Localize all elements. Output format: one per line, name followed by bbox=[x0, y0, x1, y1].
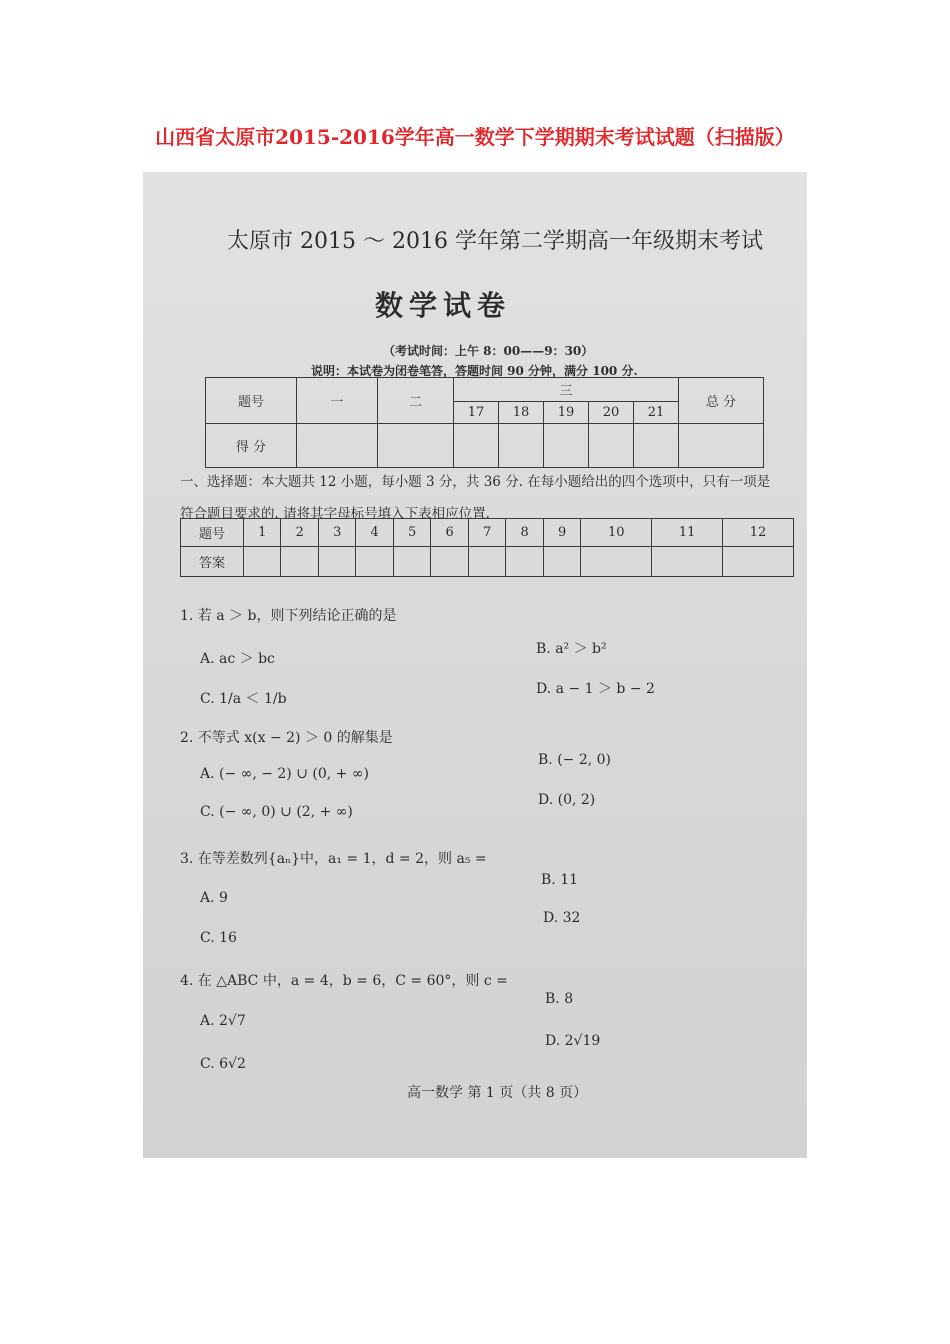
question-3-option-c: C. 16 bbox=[200, 930, 237, 946]
score-table bbox=[205, 377, 764, 468]
exam-time: （考试时间：上午 8：00——9：30） bbox=[383, 344, 594, 358]
answer-table-number: 1 bbox=[244, 519, 281, 547]
answer-table-number: 12 bbox=[723, 519, 794, 547]
section1-instructions: 一、选择题：本大题共 12 小题，每小题 3 分，共 36 分. 在每小题给出的四个选项中，只有一项是 bbox=[180, 474, 771, 490]
answer-table-number: 9 bbox=[543, 519, 580, 547]
answer-cell[interactable] bbox=[506, 547, 543, 577]
question-4-option-c: C. 6√2 bbox=[200, 1056, 246, 1072]
question-2-option-a: A. (− ∞, − 2) ∪ (0, + ∞) bbox=[200, 766, 369, 782]
score-table-subcol: 21 bbox=[634, 402, 679, 424]
answer-table-number: 2 bbox=[281, 519, 318, 547]
score-table-col-1: 一 bbox=[297, 378, 378, 424]
score-cell[interactable] bbox=[589, 424, 634, 468]
answer-table-number: 4 bbox=[356, 519, 393, 547]
score-row-label: 得 分 bbox=[206, 424, 297, 468]
exam-title: 太原市 2015 ～ 2016 学年第二学期高一年级期末考试 bbox=[227, 229, 763, 254]
document-title: 山西省太原市2015-2016学年高一数学下学期期末考试试题（扫描版） bbox=[155, 125, 795, 149]
score-cell[interactable] bbox=[544, 424, 589, 468]
score-cell[interactable] bbox=[499, 424, 544, 468]
question-4-stem: 4. 在 △ABC 中，a = 4，b = 6，C = 60°，则 c = bbox=[180, 973, 508, 989]
section1-instructions-cont: 符合题目要求的. 请将其字母标号填入下表相应位置. bbox=[180, 506, 490, 522]
score-table-total: 总 分 bbox=[679, 378, 764, 424]
question-1-option-b: B. a² ＞ b² bbox=[536, 641, 607, 657]
question-3-option-d: D. 32 bbox=[543, 910, 581, 926]
score-cell[interactable] bbox=[297, 424, 378, 468]
question-3-option-b: B. 11 bbox=[541, 872, 579, 888]
question-2-stem: 2. 不等式 x(x − 2) ＞ 0 的解集是 bbox=[180, 730, 393, 746]
score-cell[interactable] bbox=[634, 424, 679, 468]
exam-instructions: 说明：本试卷为闭卷笔答，答题时间 90 分钟，满分 100 分. bbox=[311, 364, 638, 378]
answer-cell[interactable] bbox=[393, 547, 430, 577]
scanned-exam-page bbox=[143, 172, 807, 1158]
score-cell[interactable] bbox=[454, 424, 499, 468]
question-3-stem: 3. 在等差数列{aₙ}中，a₁ = 1，d = 2，则 a₅ = bbox=[180, 851, 487, 867]
answer-table-number: 6 bbox=[431, 519, 468, 547]
score-cell[interactable] bbox=[679, 424, 764, 468]
score-table-subcol: 18 bbox=[499, 402, 544, 424]
answer-cell[interactable] bbox=[356, 547, 393, 577]
page-footer: 高一数学 第 1 页（共 8 页） bbox=[407, 1085, 588, 1101]
question-2-option-d: D. (0, 2) bbox=[538, 792, 596, 808]
score-table-col-2: 二 bbox=[378, 378, 454, 424]
answer-cell[interactable] bbox=[543, 547, 580, 577]
question-1-stem: 1. 若 a ＞ b，则下列结论正确的是 bbox=[180, 608, 397, 624]
question-4-option-a: A. 2√7 bbox=[200, 1013, 246, 1029]
answer-table-number: 11 bbox=[652, 519, 723, 547]
subject-title: 数学试卷 bbox=[375, 289, 512, 322]
answer-table-number: 8 bbox=[506, 519, 543, 547]
question-2-option-c: C. (− ∞, 0) ∪ (2, + ∞) bbox=[200, 804, 353, 820]
score-table-subcol: 17 bbox=[454, 402, 499, 424]
score-table-col-3: 三 bbox=[454, 378, 679, 402]
answer-cell[interactable] bbox=[581, 547, 652, 577]
answer-cell[interactable] bbox=[468, 547, 505, 577]
answer-cell[interactable] bbox=[431, 547, 468, 577]
answer-table-number: 10 bbox=[581, 519, 652, 547]
answer-table bbox=[180, 518, 794, 577]
answer-row-label: 答案 bbox=[181, 547, 244, 577]
answer-table-row-label: 题号 bbox=[181, 519, 244, 547]
question-4-option-b: B. 8 bbox=[545, 991, 574, 1007]
score-table-subcol: 20 bbox=[589, 402, 634, 424]
answer-cell[interactable] bbox=[244, 547, 281, 577]
answer-table-number: 7 bbox=[468, 519, 505, 547]
answer-cell[interactable] bbox=[281, 547, 318, 577]
score-cell[interactable] bbox=[378, 424, 454, 468]
question-3-option-a: A. 9 bbox=[200, 890, 228, 906]
score-table-row-label: 题号 bbox=[206, 378, 297, 424]
question-4-option-d: D. 2√19 bbox=[545, 1033, 601, 1049]
answer-cell[interactable] bbox=[652, 547, 723, 577]
question-1-option-c: C. 1/a ＜ 1/b bbox=[200, 691, 287, 707]
question-1-option-d: D. a − 1 ＞ b − 2 bbox=[536, 681, 655, 697]
answer-cell[interactable] bbox=[318, 547, 355, 577]
answer-table-number: 5 bbox=[393, 519, 430, 547]
answer-table-number: 3 bbox=[318, 519, 355, 547]
answer-cell[interactable] bbox=[723, 547, 794, 577]
question-2-option-b: B. (− 2, 0) bbox=[538, 752, 612, 768]
question-1-option-a: A. ac ＞ bc bbox=[200, 651, 275, 667]
score-table-subcol: 19 bbox=[544, 402, 589, 424]
